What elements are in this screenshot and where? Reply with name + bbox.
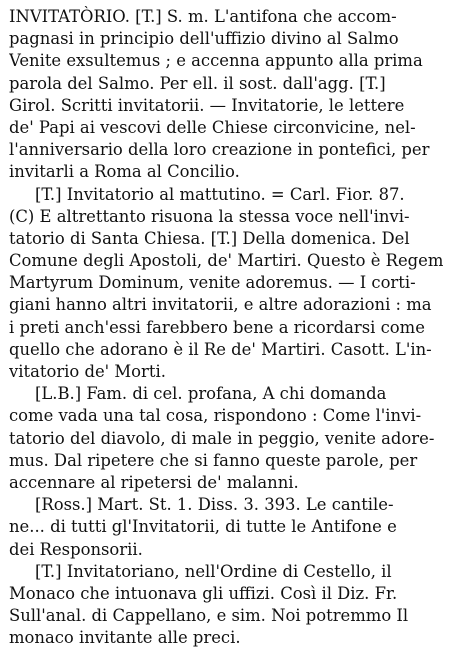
text-line: ne... di tutti gl'Invitatorii, di tutte le Antifone e xyxy=(9,517,397,537)
text-line: quello che adorano è il Re de' Martiri. Casott. L'in- xyxy=(9,339,432,359)
text-line: de' Papi ai vescovi delle Chiese circonvicine, nel- xyxy=(9,117,416,137)
text-line: giani hanno altri invitatorii, e altre adorazioni : ma xyxy=(9,295,432,315)
text-line: vitatorio de' Morti. xyxy=(9,362,166,381)
text-line: tatorio di Santa Chiesa. [T.] Della domenica. Del xyxy=(9,228,410,248)
text-line: Monaco che intuonava gli uffizi. Così il Diz. Fr. xyxy=(9,583,398,603)
text-line: [T.] Invitatoriano, nell'Ordine di Cestello, il xyxy=(35,561,392,581)
text-line: i preti anch'essi farebbero bene a ricordarsi come xyxy=(9,317,425,337)
text-line: accennare al ripetersi de' malanni. xyxy=(9,472,299,492)
text-line: mus. Dal ripetere che si fanno queste parole, per xyxy=(9,450,418,470)
text-line: come vada una tal cosa, rispondono : Come l'invi- xyxy=(9,406,422,426)
text-line: [T.] Invitatorio al mattutino. = Carl. Fior. 87. xyxy=(35,184,405,204)
text-line: [Ross.] Mart. St. 1. Diss. 3. 393. Le cantile- xyxy=(35,495,394,515)
text-line: pagnasi in principio dell'uffizio divino al Salmo xyxy=(9,29,399,49)
text-line: monaco invitante alle preci. xyxy=(9,628,241,648)
text-line: invitarli a Roma al Concilio. xyxy=(9,162,240,182)
text-line: Sull'anal. di Cappellano, e sim. Noi potremmo Il xyxy=(9,606,409,626)
text-line: (C) E altrettanto risuona la stessa voce nell'invi- xyxy=(9,206,410,226)
text-line: [L.B.] Fam. di cel. profana, A chi domanda xyxy=(35,384,387,404)
text-line: Venite exsultemus ; e accenna appunto alla prima xyxy=(9,51,423,71)
text-line: INVITATÒRIO. [T.] S. m. L'antifona che accom- xyxy=(9,7,397,26)
text-line: l'anniversario della loro creazione in pontefici, per xyxy=(9,140,430,160)
text-line: tatorio del diavolo, di male in peggio, venite adore- xyxy=(9,428,435,448)
text-line: parola del Salmo. Per ell. il sost. dall'agg. [T.] xyxy=(9,73,386,93)
text-line: dei Responsorii. xyxy=(9,539,143,559)
text-line: Girol. Scritti invitatorii. — Invitatorie, le lettere xyxy=(9,95,405,115)
text-line: Comune degli Apostoli, de' Martiri. Questo è Regem xyxy=(9,251,444,271)
text-line: Martyrum Dominum, venite adoremus. — I corti- xyxy=(9,273,416,293)
